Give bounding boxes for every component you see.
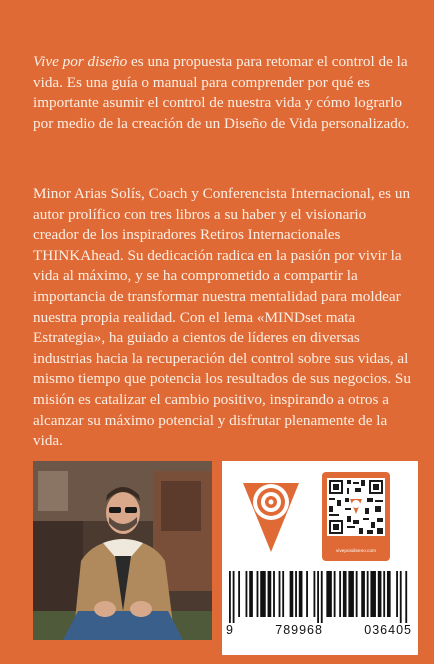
isbn-group-1: 789968: [275, 623, 323, 637]
author-bio: Minor Arias Solís, Coach y Conferencista Internacional, es un autor prolífico con tres libros a su haber y el visionario creador de los inspiradores Retiros Internacionales THINKAhead. Su dedicación radica en la pasión por vivir la vida al máximo, y se ha comprometido a compartir la importancia de transformar nuestra mentalidad para moldear nuestra propia realidad. Con el lema «MINDset mata Estrategia», ha guiado a cientos de líderes en diversas industrias hacia la recuperación del control sobre sus vidas, al mismo tiempo que potencia los resultados de sus negocios. Su misión es catalizar el cambio positivo, inspirando a otros a alcanzar su máximo potencial y disfrutar plenamente de la vida.: [33, 185, 411, 450]
cover-info-panel: [222, 461, 418, 655]
book-title: Vive por diseño: [33, 53, 128, 70]
isbn-group-2: 036405: [364, 623, 412, 637]
author-photo: [33, 461, 212, 640]
qr-code-icon: [327, 478, 385, 536]
isbn-prefix: 9: [226, 623, 234, 637]
blurb-text: es una propuesta para retomar el control de la vida. Es una guía o manual para comprender por qué es importante asumir el control de nuestra vida y cómo lograrlo por medio de la creación de un Diseño de Vida personalizado.: [33, 53, 410, 132]
barcode-icon: [229, 571, 409, 623]
publisher-logo-icon: [239, 474, 303, 554]
isbn-number: [226, 623, 412, 637]
website-url: viveposdiseno.com: [336, 548, 376, 553]
qr-code-card: [322, 472, 390, 561]
blurb-paragraph: [33, 52, 411, 134]
